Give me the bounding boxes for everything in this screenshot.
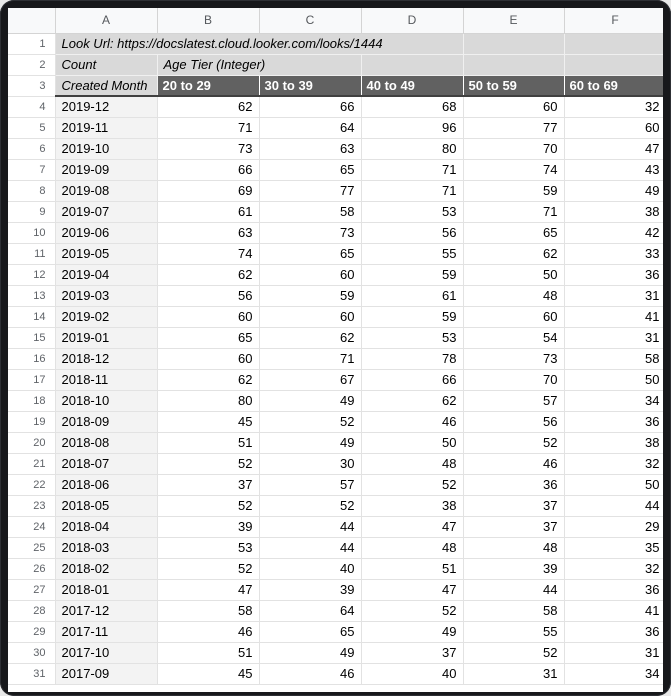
cell-value[interactable]: 70: [463, 138, 564, 159]
table-row: [8, 285, 663, 306]
spreadsheet-grid: [8, 8, 663, 692]
row-number[interactable]: 29: [8, 621, 55, 642]
table-row: [8, 432, 663, 453]
cell-value[interactable]: 39: [259, 579, 361, 600]
table-row: [8, 138, 663, 159]
cell-value[interactable]: 60: [157, 306, 259, 327]
cell-value[interactable]: 65: [259, 243, 361, 264]
cell-month[interactable]: 2018-01: [55, 579, 157, 600]
cell-value[interactable]: 61: [157, 201, 259, 222]
table-row: [8, 411, 663, 432]
cell-value[interactable]: 63: [259, 138, 361, 159]
cell-created-month-label[interactable]: Created Month: [55, 75, 157, 96]
table-row: [8, 201, 663, 222]
cell-value[interactable]: 57: [259, 474, 361, 495]
cell-value[interactable]: 36: [564, 264, 663, 285]
cell-value[interactable]: 60: [259, 306, 361, 327]
row-number[interactable]: 28: [8, 600, 55, 621]
row-pivot-header: [8, 75, 663, 96]
table-row: [8, 495, 663, 516]
cell-value[interactable]: 49: [361, 621, 463, 642]
cell-value[interactable]: 38: [564, 432, 663, 453]
cell-month[interactable]: 2017-12: [55, 600, 157, 621]
cell-value[interactable]: 37: [463, 495, 564, 516]
cell-count-label[interactable]: Count: [55, 54, 157, 75]
cell-value[interactable]: 64: [259, 117, 361, 138]
cell-empty[interactable]: [463, 54, 564, 75]
cell-value[interactable]: 53: [361, 327, 463, 348]
cell-value[interactable]: 74: [157, 243, 259, 264]
cell-value[interactable]: 56: [157, 285, 259, 306]
cell-value[interactable]: 32: [564, 453, 663, 474]
column-header-e[interactable]: E: [463, 8, 564, 33]
cell-month[interactable]: 2018-10: [55, 390, 157, 411]
cell-value[interactable]: 70: [463, 369, 564, 390]
cell-month[interactable]: 2019-03: [55, 285, 157, 306]
cell-value[interactable]: 60: [463, 306, 564, 327]
table-row: [8, 537, 663, 558]
cell-value[interactable]: 47: [361, 579, 463, 600]
cell-value[interactable]: 62: [259, 327, 361, 348]
cell-value[interactable]: 49: [259, 390, 361, 411]
row-number[interactable]: 1: [8, 33, 55, 54]
cell-value[interactable]: 52: [259, 411, 361, 432]
cell-value[interactable]: 78: [361, 348, 463, 369]
row-number[interactable]: 11: [8, 243, 55, 264]
cell-value[interactable]: 36: [564, 579, 663, 600]
cell-value[interactable]: 37: [361, 642, 463, 663]
cell-value[interactable]: 39: [157, 516, 259, 537]
cell-value[interactable]: 45: [157, 411, 259, 432]
cell-value[interactable]: 31: [564, 327, 663, 348]
cell-value[interactable]: 59: [361, 264, 463, 285]
row-number[interactable]: 16: [8, 348, 55, 369]
cell-month[interactable]: 2019-09: [55, 159, 157, 180]
cell-value[interactable]: 71: [157, 117, 259, 138]
table-row: [8, 579, 663, 600]
cell-age-bucket[interactable]: 30 to 39: [259, 75, 361, 96]
row-number[interactable]: 20: [8, 432, 55, 453]
cell-value[interactable]: 55: [361, 243, 463, 264]
cell-value[interactable]: 60: [463, 96, 564, 117]
cell-value[interactable]: 51: [157, 432, 259, 453]
cell-month[interactable]: 2019-12: [55, 96, 157, 117]
column-header-b[interactable]: B: [157, 8, 259, 33]
cell-value[interactable]: 34: [564, 390, 663, 411]
cell-value[interactable]: 36: [564, 621, 663, 642]
cell-value[interactable]: 48: [463, 285, 564, 306]
cell-value[interactable]: 61: [361, 285, 463, 306]
cell-value[interactable]: 52: [463, 432, 564, 453]
cell-month[interactable]: 2019-10: [55, 138, 157, 159]
cell-month[interactable]: 2019-02: [55, 306, 157, 327]
cell-empty[interactable]: [564, 33, 663, 54]
cell-value[interactable]: 47: [157, 579, 259, 600]
cell-value[interactable]: 46: [361, 411, 463, 432]
table-row: [8, 348, 663, 369]
cell-value[interactable]: 80: [157, 390, 259, 411]
cell-value[interactable]: 58: [564, 348, 663, 369]
row-number[interactable]: 2: [8, 54, 55, 75]
table-row: [8, 663, 663, 684]
cell-month[interactable]: 2018-12: [55, 348, 157, 369]
cell-value[interactable]: 66: [259, 96, 361, 117]
row-number[interactable]: 3: [8, 75, 55, 96]
column-header-d[interactable]: D: [361, 8, 463, 33]
cell-value[interactable]: 66: [361, 369, 463, 390]
cell-value[interactable]: 39: [463, 558, 564, 579]
cell-value[interactable]: 65: [259, 159, 361, 180]
cell-value[interactable]: 30: [259, 453, 361, 474]
cell-value[interactable]: 71: [361, 159, 463, 180]
cell-value[interactable]: 65: [463, 222, 564, 243]
cell-value[interactable]: 67: [259, 369, 361, 390]
cell-value[interactable]: 48: [463, 537, 564, 558]
cell-value[interactable]: 43: [564, 159, 663, 180]
cell-value[interactable]: 59: [361, 306, 463, 327]
table-row: [8, 243, 663, 264]
table-row: [8, 390, 663, 411]
cell-empty[interactable]: [361, 54, 463, 75]
cell-month[interactable]: 2018-08: [55, 432, 157, 453]
cell-value[interactable]: 33: [564, 243, 663, 264]
cell-month[interactable]: 2019-05: [55, 243, 157, 264]
cell-value[interactable]: 53: [361, 201, 463, 222]
cell-value[interactable]: 60: [564, 117, 663, 138]
column-header-a[interactable]: A: [55, 8, 157, 33]
cell-empty[interactable]: [564, 54, 663, 75]
cell-value[interactable]: 52: [157, 453, 259, 474]
cell-value[interactable]: 64: [259, 600, 361, 621]
row-number[interactable]: 9: [8, 201, 55, 222]
cell-value[interactable]: 62: [157, 96, 259, 117]
row-number[interactable]: 6: [8, 138, 55, 159]
cell-value[interactable]: 45: [157, 663, 259, 684]
cell-value[interactable]: 71: [463, 201, 564, 222]
cell-value[interactable]: 58: [259, 201, 361, 222]
cell-value[interactable]: 63: [157, 222, 259, 243]
cell-value[interactable]: 44: [463, 579, 564, 600]
cell-value[interactable]: 41: [564, 306, 663, 327]
cell-value[interactable]: 59: [259, 285, 361, 306]
cell-month[interactable]: 2018-05: [55, 495, 157, 516]
cell-value[interactable]: 46: [157, 621, 259, 642]
table-row: [8, 642, 663, 663]
cell-value[interactable]: 49: [259, 432, 361, 453]
cell-value[interactable]: 29: [564, 516, 663, 537]
cell-value[interactable]: 41: [564, 600, 663, 621]
cell-month[interactable]: 2019-08: [55, 180, 157, 201]
cell-age-bucket[interactable]: 40 to 49: [361, 75, 463, 96]
row-number[interactable]: 30: [8, 642, 55, 663]
cell-month[interactable]: 2018-02: [55, 558, 157, 579]
cell-value[interactable]: 77: [463, 117, 564, 138]
table-row: [8, 369, 663, 390]
row-number[interactable]: 10: [8, 222, 55, 243]
cell-value[interactable]: 46: [463, 453, 564, 474]
cell-value[interactable]: 51: [157, 642, 259, 663]
cell-look-url[interactable]: Look Url: https://docslatest.cloud.looker.com/looks/1444: [55, 33, 463, 54]
row-number[interactable]: 15: [8, 327, 55, 348]
cell-value[interactable]: 69: [157, 180, 259, 201]
cell-value[interactable]: 60: [157, 348, 259, 369]
cell-value[interactable]: 80: [361, 138, 463, 159]
cell-month[interactable]: 2018-04: [55, 516, 157, 537]
cell-value[interactable]: 42: [564, 222, 663, 243]
cell-value[interactable]: 37: [157, 474, 259, 495]
cell-value[interactable]: 65: [259, 621, 361, 642]
cell-value[interactable]: 65: [157, 327, 259, 348]
table-row: [8, 600, 663, 621]
cell-value[interactable]: 40: [361, 663, 463, 684]
table-row: [8, 474, 663, 495]
cell-value[interactable]: 52: [157, 558, 259, 579]
cell-value[interactable]: 52: [259, 495, 361, 516]
cell-month[interactable]: 2017-10: [55, 642, 157, 663]
cell-value[interactable]: 57: [463, 390, 564, 411]
cell-value[interactable]: 38: [564, 201, 663, 222]
table-row: [8, 159, 663, 180]
table-row: [8, 327, 663, 348]
cell-value[interactable]: 49: [564, 180, 663, 201]
cell-value[interactable]: 44: [259, 516, 361, 537]
row-number[interactable]: 17: [8, 369, 55, 390]
table-row: [8, 96, 663, 117]
cell-value[interactable]: 50: [463, 264, 564, 285]
table-row: [8, 453, 663, 474]
cell-value[interactable]: 52: [157, 495, 259, 516]
cell-value[interactable]: 46: [259, 663, 361, 684]
row-number[interactable]: 25: [8, 537, 55, 558]
column-header-c[interactable]: C: [259, 8, 361, 33]
cell-month[interactable]: 2019-11: [55, 117, 157, 138]
cell-value[interactable]: 59: [463, 180, 564, 201]
cell-value[interactable]: 48: [361, 453, 463, 474]
sheet-table: [8, 8, 663, 685]
row-number[interactable]: 26: [8, 558, 55, 579]
row-number[interactable]: 22: [8, 474, 55, 495]
row-number[interactable]: 14: [8, 306, 55, 327]
cell-value[interactable]: 71: [361, 180, 463, 201]
cell-value[interactable]: 62: [361, 390, 463, 411]
cell-value[interactable]: 32: [564, 558, 663, 579]
cell-value[interactable]: 60: [259, 264, 361, 285]
cell-value[interactable]: 73: [463, 348, 564, 369]
row-number[interactable]: 27: [8, 579, 55, 600]
row-number[interactable]: 12: [8, 264, 55, 285]
table-row: [8, 117, 663, 138]
cell-value[interactable]: 44: [259, 537, 361, 558]
cell-value[interactable]: 58: [157, 600, 259, 621]
table-row: [8, 180, 663, 201]
cell-value[interactable]: 50: [564, 474, 663, 495]
cell-value[interactable]: 38: [361, 495, 463, 516]
cell-value[interactable]: 77: [259, 180, 361, 201]
row-number[interactable]: 21: [8, 453, 55, 474]
cell-month[interactable]: 2018-09: [55, 411, 157, 432]
table-row: [8, 222, 663, 243]
cell-month[interactable]: 2019-06: [55, 222, 157, 243]
row-number[interactable]: 13: [8, 285, 55, 306]
table-row: [8, 306, 663, 327]
data-rows-body: [8, 96, 663, 684]
cell-age-bucket[interactable]: 20 to 29: [157, 75, 259, 96]
cell-value[interactable]: 52: [361, 474, 463, 495]
cell-value[interactable]: 37: [463, 516, 564, 537]
cell-value[interactable]: 62: [157, 264, 259, 285]
cell-value[interactable]: 73: [157, 138, 259, 159]
cell-value[interactable]: 47: [361, 516, 463, 537]
row-look-url: [8, 33, 663, 54]
cell-value[interactable]: 71: [259, 348, 361, 369]
table-row: [8, 621, 663, 642]
select-all-corner[interactable]: [8, 8, 55, 33]
cell-value[interactable]: 52: [361, 600, 463, 621]
cell-value[interactable]: 66: [157, 159, 259, 180]
cell-month[interactable]: 2019-01: [55, 327, 157, 348]
table-row: [8, 558, 663, 579]
cell-value[interactable]: 49: [259, 642, 361, 663]
cell-month[interactable]: 2019-07: [55, 201, 157, 222]
cell-value[interactable]: 34: [564, 663, 663, 684]
cell-month[interactable]: 2018-11: [55, 369, 157, 390]
cell-month[interactable]: 2019-04: [55, 264, 157, 285]
cell-value[interactable]: 36: [564, 411, 663, 432]
row-number[interactable]: 4: [8, 96, 55, 117]
cell-value[interactable]: 55: [463, 621, 564, 642]
row-number[interactable]: 7: [8, 159, 55, 180]
cell-month[interactable]: 2018-03: [55, 537, 157, 558]
cell-value[interactable]: 47: [564, 138, 663, 159]
cell-value[interactable]: 68: [361, 96, 463, 117]
cell-value[interactable]: 50: [564, 369, 663, 390]
cell-value[interactable]: 58: [463, 600, 564, 621]
cell-value[interactable]: 31: [463, 663, 564, 684]
cell-value[interactable]: 56: [361, 222, 463, 243]
cell-month[interactable]: 2017-09: [55, 663, 157, 684]
cell-value[interactable]: 31: [564, 285, 663, 306]
cell-value[interactable]: 62: [463, 243, 564, 264]
cell-value[interactable]: 53: [157, 537, 259, 558]
cell-value[interactable]: 54: [463, 327, 564, 348]
cell-value[interactable]: 40: [259, 558, 361, 579]
cell-value[interactable]: 50: [361, 432, 463, 453]
cell-month[interactable]: 2018-07: [55, 453, 157, 474]
row-number[interactable]: 31: [8, 663, 55, 684]
cell-value[interactable]: 35: [564, 537, 663, 558]
table-row: [8, 264, 663, 285]
table-row: [8, 516, 663, 537]
row-number[interactable]: 18: [8, 390, 55, 411]
cell-value[interactable]: 96: [361, 117, 463, 138]
row-number[interactable]: 5: [8, 117, 55, 138]
cell-month[interactable]: 2017-11: [55, 621, 157, 642]
column-header-row: [8, 8, 663, 33]
cell-value[interactable]: 48: [361, 537, 463, 558]
column-header-f[interactable]: F: [564, 8, 663, 33]
row-number[interactable]: 8: [8, 180, 55, 201]
cell-value[interactable]: 56: [463, 411, 564, 432]
cell-age-bucket[interactable]: 60 to 69: [564, 75, 663, 96]
row-number[interactable]: 24: [8, 516, 55, 537]
cell-age-bucket[interactable]: 50 to 59: [463, 75, 564, 96]
cell-empty[interactable]: [463, 33, 564, 54]
cell-value[interactable]: 73: [259, 222, 361, 243]
cell-value[interactable]: 62: [157, 369, 259, 390]
cell-value[interactable]: 36: [463, 474, 564, 495]
row-number[interactable]: 19: [8, 411, 55, 432]
row-number[interactable]: 23: [8, 495, 55, 516]
cell-value[interactable]: 74: [463, 159, 564, 180]
cell-value[interactable]: 31: [564, 642, 663, 663]
row-measure-labels: [8, 54, 663, 75]
cell-value[interactable]: 44: [564, 495, 663, 516]
cell-age-tier-label[interactable]: Age Tier (Integer): [157, 54, 361, 75]
cell-value[interactable]: 52: [463, 642, 564, 663]
cell-month[interactable]: 2018-06: [55, 474, 157, 495]
cell-value[interactable]: 32: [564, 96, 663, 117]
cell-value[interactable]: 51: [361, 558, 463, 579]
